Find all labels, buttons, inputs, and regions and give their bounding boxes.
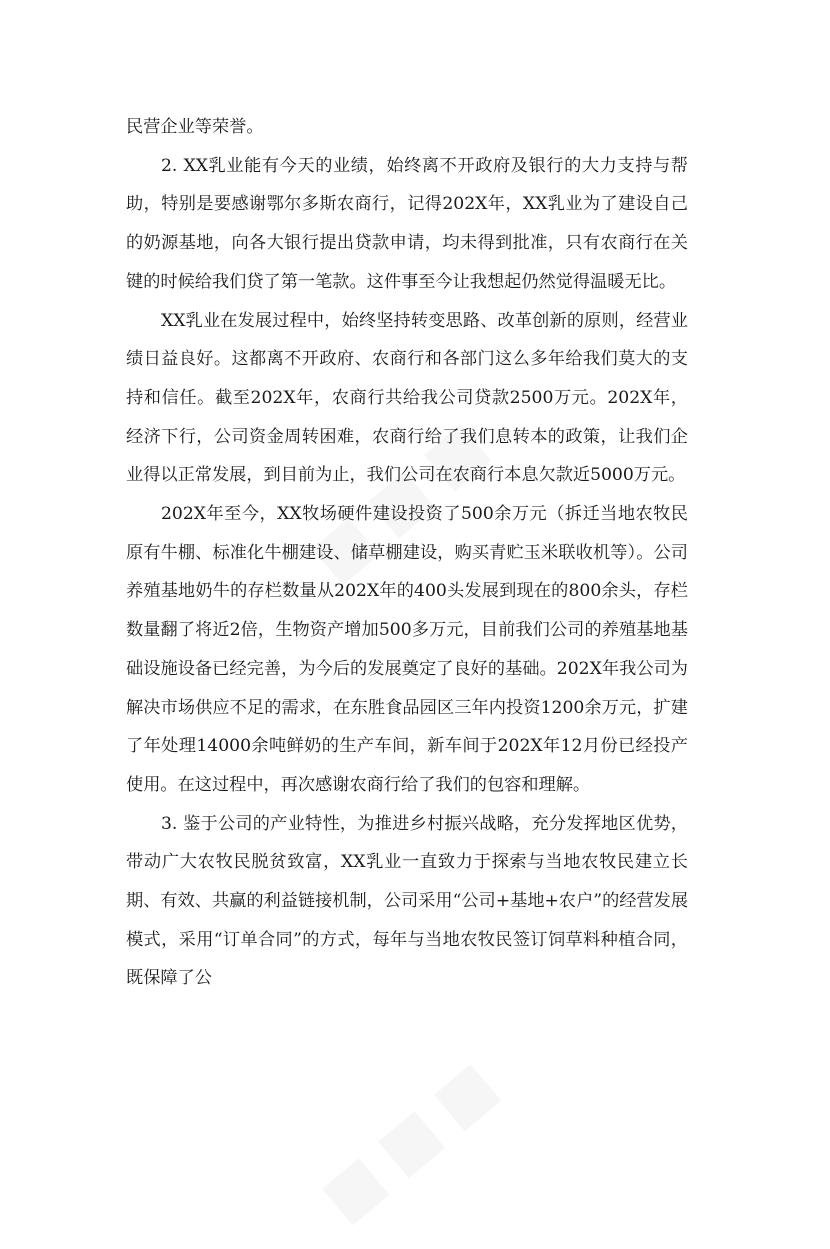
paragraph-2: XX乳业在发展过程中，始终坚持转变思路、改革创新的原则，经营业绩日益良好。这都离不开政府、农商行和各部门这么多年给我们莫大的支持和信任。截至202X年，农商行共给我公司贷款2500万元。202X年，经济下行，公司资金周转困难，农商行给了我们息转本的政策，让我们企业得以正常发展，到目前为止，我们公司在农商行本息欠款近5000万元。	[126, 310, 688, 486]
paragraph-0: 民营企业等荣誉。	[126, 117, 264, 137]
paragraph-3: 202X年至今，XX牧场硬件建设投资了500余万元（拆迁当地农牧民原有牛棚、标准化牛棚建设、储草棚建设，购买青贮玉米联收机等）。公司养殖基地奶牛的存栏数量从202X年的400头发展到现在的800余头，存栏数量翻了将近2倍，生物资产增加500多万元，目前我们公司的养殖基地基础设施设备已经完善，为今后的发展奠定了良好的基础。202X年我公司为解决市场供应不足的需求，在东胜食品园区三年内投资1200余万元，扩建了年处理14000余吨鲜奶的生产车间，新车间于202X年12月份已经投产使用。在这过程中，再次感谢农商行给了我们的包容和理解。	[126, 504, 688, 795]
faint-watermark-shape-bottom	[290, 1023, 530, 1249]
paragraph-4: 3. 鉴于公司的产业特性，为推进乡村振兴战略，充分发挥地区优势，带动广大农牧民脱贫致富，XX乳业一直致力于探索与当地农牧民建立长期、有效、共赢的利益链接机制，公司采用“公司+基地+农户”的经营发展模式，采用“订单合同”的方式，每年与当地农牧民签订饲草料种植合同，既保障了公	[126, 813, 689, 989]
document-body	[126, 108, 688, 998]
paragraph-1: 2. XX乳业能有今天的业绩，始终离不开政府及银行的大力支持与帮助，特别是要感谢鄂尔多斯农商行，记得202X年，XX乳业为了建设自己的奶源基地，向各大银行提出贷款申请，均未得到批准，只有农商行在关键的时候给我们贷了第一笔款。这件事至今让我想起仍然觉得温暖无比。	[126, 155, 688, 292]
